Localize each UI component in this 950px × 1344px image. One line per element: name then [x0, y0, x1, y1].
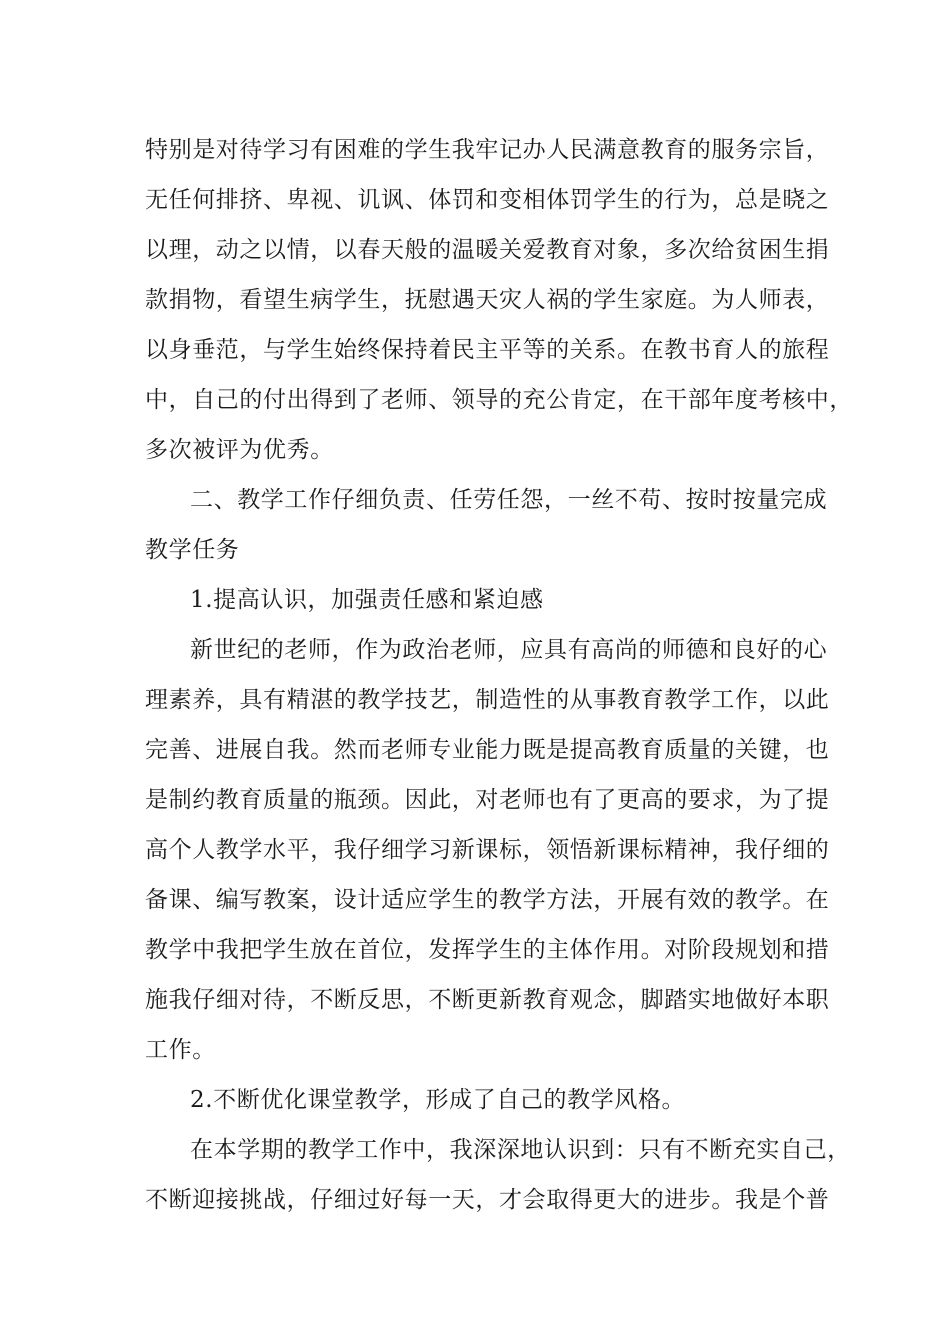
- text-line: 是制约教育质量的瓶颈。因此，对老师也有了更高的要求，为了提: [145, 787, 830, 813]
- text-line: 工作。: [145, 1037, 216, 1063]
- text-line: 多次被评为优秀。: [145, 437, 334, 463]
- text-line: 款捐物，看望生病学生，抚慰遇天灾人祸的学生家庭。为人师表，: [145, 287, 830, 313]
- paragraph-start: 新世纪的老师，作为政治老师，应具有高尚的师德和良好的心: [190, 637, 828, 663]
- subsection-heading: 1.提高认识，加强责任感和紧迫感: [190, 587, 544, 613]
- text-line: 教学中我把学生放在首位，发挥学生的主体作用。对阶段规划和措: [145, 937, 830, 963]
- text-line: 完善、进展自我。然而老师专业能力既是提高教育质量的关键，也: [145, 737, 830, 763]
- text-line: 高个人教学水平，我仔细学习新课标，领悟新课标精神，我仔细的: [145, 837, 830, 863]
- section-heading-continued: 教学任务: [145, 537, 240, 563]
- text-line: 不断迎接挑战，仔细过好每一天，才会取得更大的进步。我是个普: [145, 1187, 830, 1213]
- section-heading: 二、教学工作仔细负责、任劳任怨，一丝不苟、按时按量完成: [190, 487, 828, 513]
- text-line: 以理，动之以情，以春天般的温暖关爱教育对象，多次给贫困生捐: [145, 237, 830, 263]
- text-line: 备课、编写教案，设计适应学生的教学方法，开展有效的教学。在: [145, 887, 830, 913]
- text-line: 以身垂范，与学生始终保持着民主平等的关系。在教书育人的旅程: [145, 337, 830, 363]
- paragraph-start: 在本学期的教学工作中，我深深地认识到：只有不断充实自己，: [190, 1137, 851, 1163]
- text-line: 中，自己的付出得到了老师、领导的充公肯定，在干部年度考核中，: [145, 387, 853, 413]
- text-line: 无任何排挤、卑视、讥讽、体罚和变相体罚学生的行为，总是晓之: [145, 187, 830, 213]
- text-line: 特别是对待学习有困难的学生我牢记办人民满意教育的服务宗旨，: [145, 137, 830, 163]
- text-line: 理素养，具有精湛的教学技艺，制造性的从事教育教学工作，以此: [145, 687, 830, 713]
- subsection-heading: 2.不断优化课堂教学，形成了自己的教学风格。: [190, 1087, 686, 1113]
- text-line: 施我仔细对待，不断反思，不断更新教育观念，脚踏实地做好本职: [145, 987, 830, 1013]
